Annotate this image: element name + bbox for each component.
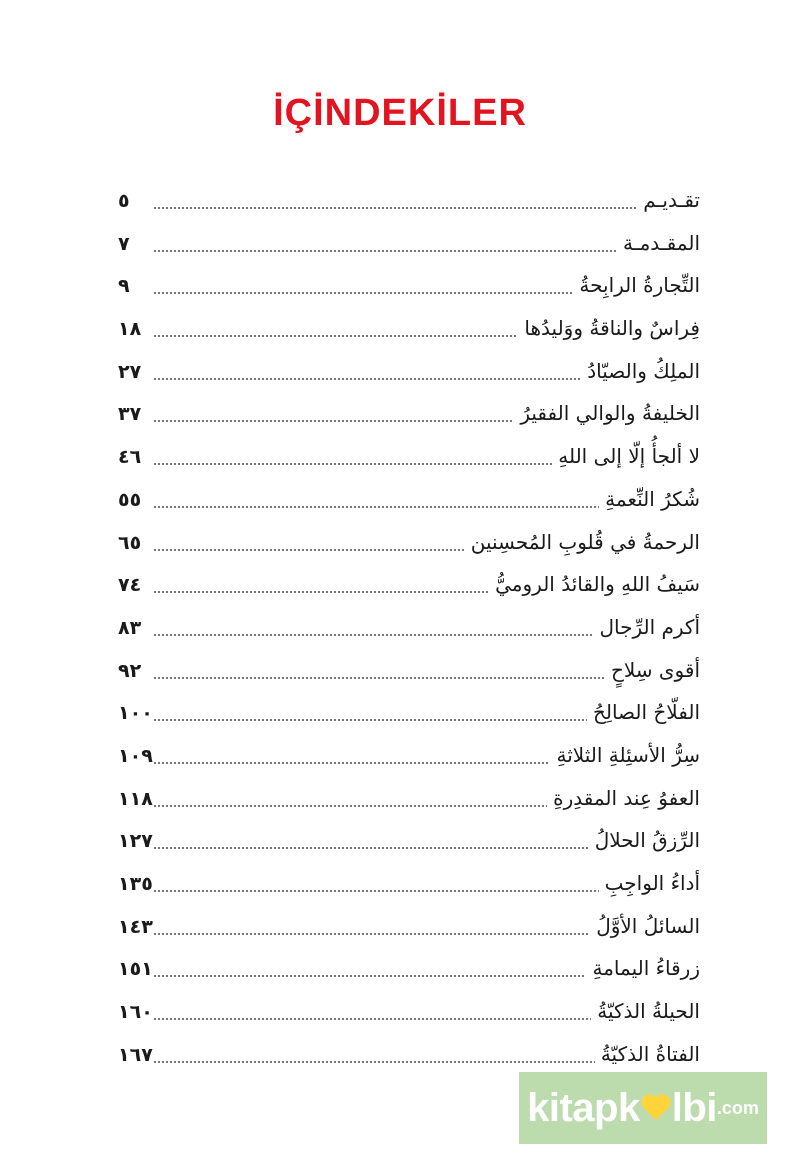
heart-icon	[641, 1093, 671, 1123]
toc-title: العفوُ عِند المقدِرةِ	[547, 786, 700, 810]
watermark-brand-right: lbi	[671, 1085, 717, 1130]
toc-page-number: ٤٦	[118, 446, 142, 469]
toc-page-number: ٨٣	[118, 616, 142, 639]
toc-title: سَيفُ اللهِ والقائدُ الروميُّ	[489, 572, 700, 596]
toc-title: أكرم الرِّجال	[593, 615, 700, 639]
toc-entry	[118, 574, 700, 617]
table-of-contents	[118, 190, 700, 1086]
toc-page-number: ١٦٠	[118, 1001, 153, 1024]
toc-entry	[118, 230, 700, 276]
toc-title: التِّجارةُ الرابِحةُ	[573, 273, 700, 297]
toc-entry	[118, 913, 700, 959]
toc-title: شُكرُ النِّعمةِ	[599, 487, 700, 511]
toc-entry	[118, 958, 700, 1001]
toc-title: أداءُ الواجِبِ	[599, 871, 700, 895]
toc-page-number: ٣٧	[118, 403, 142, 426]
toc-page-number: ١٣٥	[118, 873, 153, 895]
toc-page-number: ١٥١	[118, 958, 153, 981]
toc-entry	[118, 190, 700, 233]
toc-title: الفلّاحُ الصالِحُ	[587, 700, 700, 724]
toc-entry	[118, 403, 700, 446]
toc-title: الملِكُ والصيّادُ	[581, 359, 700, 383]
toc-entry	[118, 702, 700, 745]
toc-title: المقـدمـة	[617, 231, 700, 255]
toc-title: أقوى سِلاحٍ	[605, 658, 700, 682]
leader-dots	[154, 207, 700, 209]
toc-page-number: ١٦٧	[118, 1043, 153, 1066]
toc-entry	[118, 1001, 700, 1044]
toc-entry	[118, 614, 700, 660]
toc-entry	[118, 873, 700, 916]
toc-page-number: ٥٥	[118, 488, 142, 511]
toc-page-number: ٧٤	[118, 574, 142, 597]
toc-page-number: ١٨	[118, 318, 142, 341]
toc-page-number: ٥	[118, 190, 130, 212]
toc-entry	[118, 529, 700, 575]
toc-title: الخليفةُ والوالي الفقيرُ	[514, 401, 700, 425]
toc-page-number: ٩	[118, 275, 130, 298]
toc-entry	[118, 446, 700, 489]
toc-title: الرِّزقُ الحلالُ	[589, 828, 700, 852]
toc-page-number: ١٠٩	[118, 744, 153, 767]
toc-entry	[118, 657, 700, 703]
toc-page-number: ٢٧	[118, 360, 142, 383]
toc-entry	[118, 785, 700, 831]
toc-title: فِراسٌ والناقةُ ووَليدُها	[518, 316, 700, 340]
toc-page-number: ١١٨	[118, 787, 153, 810]
toc-title: الحيلةُ الذكيّةُ	[591, 999, 700, 1023]
toc-page-number: ٦٥	[118, 531, 142, 554]
toc-entry	[118, 486, 700, 532]
toc-title: لا ألجأُ إلّا إلى اللهِ	[552, 444, 700, 468]
toc-title: زرقاءُ اليمامةِ	[586, 956, 700, 980]
toc-entry	[118, 358, 700, 404]
toc-entry	[118, 275, 700, 318]
toc-page-number: ٧	[118, 232, 130, 255]
toc-page-number: ١٢٧	[118, 830, 153, 853]
watermark-suffix: .com	[716, 1097, 759, 1118]
toc-page-number: ٩٢	[118, 659, 142, 682]
watermark-brand-left: kitapk	[527, 1085, 640, 1130]
toc-entry	[118, 742, 700, 788]
toc-entry	[118, 318, 700, 361]
page-title: İÇİNDEKİLER	[273, 92, 527, 134]
toc-entry	[118, 830, 700, 873]
toc-title: السائلُ الأوَّلُ	[590, 914, 700, 938]
toc-page-number: ١٠٠	[118, 702, 153, 725]
toc-page-number: ١٤٣	[118, 915, 153, 938]
toc-title: سِرُّ الأسئِلةِ الثلاثةِ	[550, 743, 700, 767]
watermark-logo	[519, 1072, 767, 1144]
toc-title: الفتاةُ الذكيّةُ	[595, 1042, 700, 1066]
toc-title: الرحمةُ في قُلوبِ المُحسِنين	[465, 530, 700, 554]
toc-title: تقـديـم	[637, 188, 700, 212]
